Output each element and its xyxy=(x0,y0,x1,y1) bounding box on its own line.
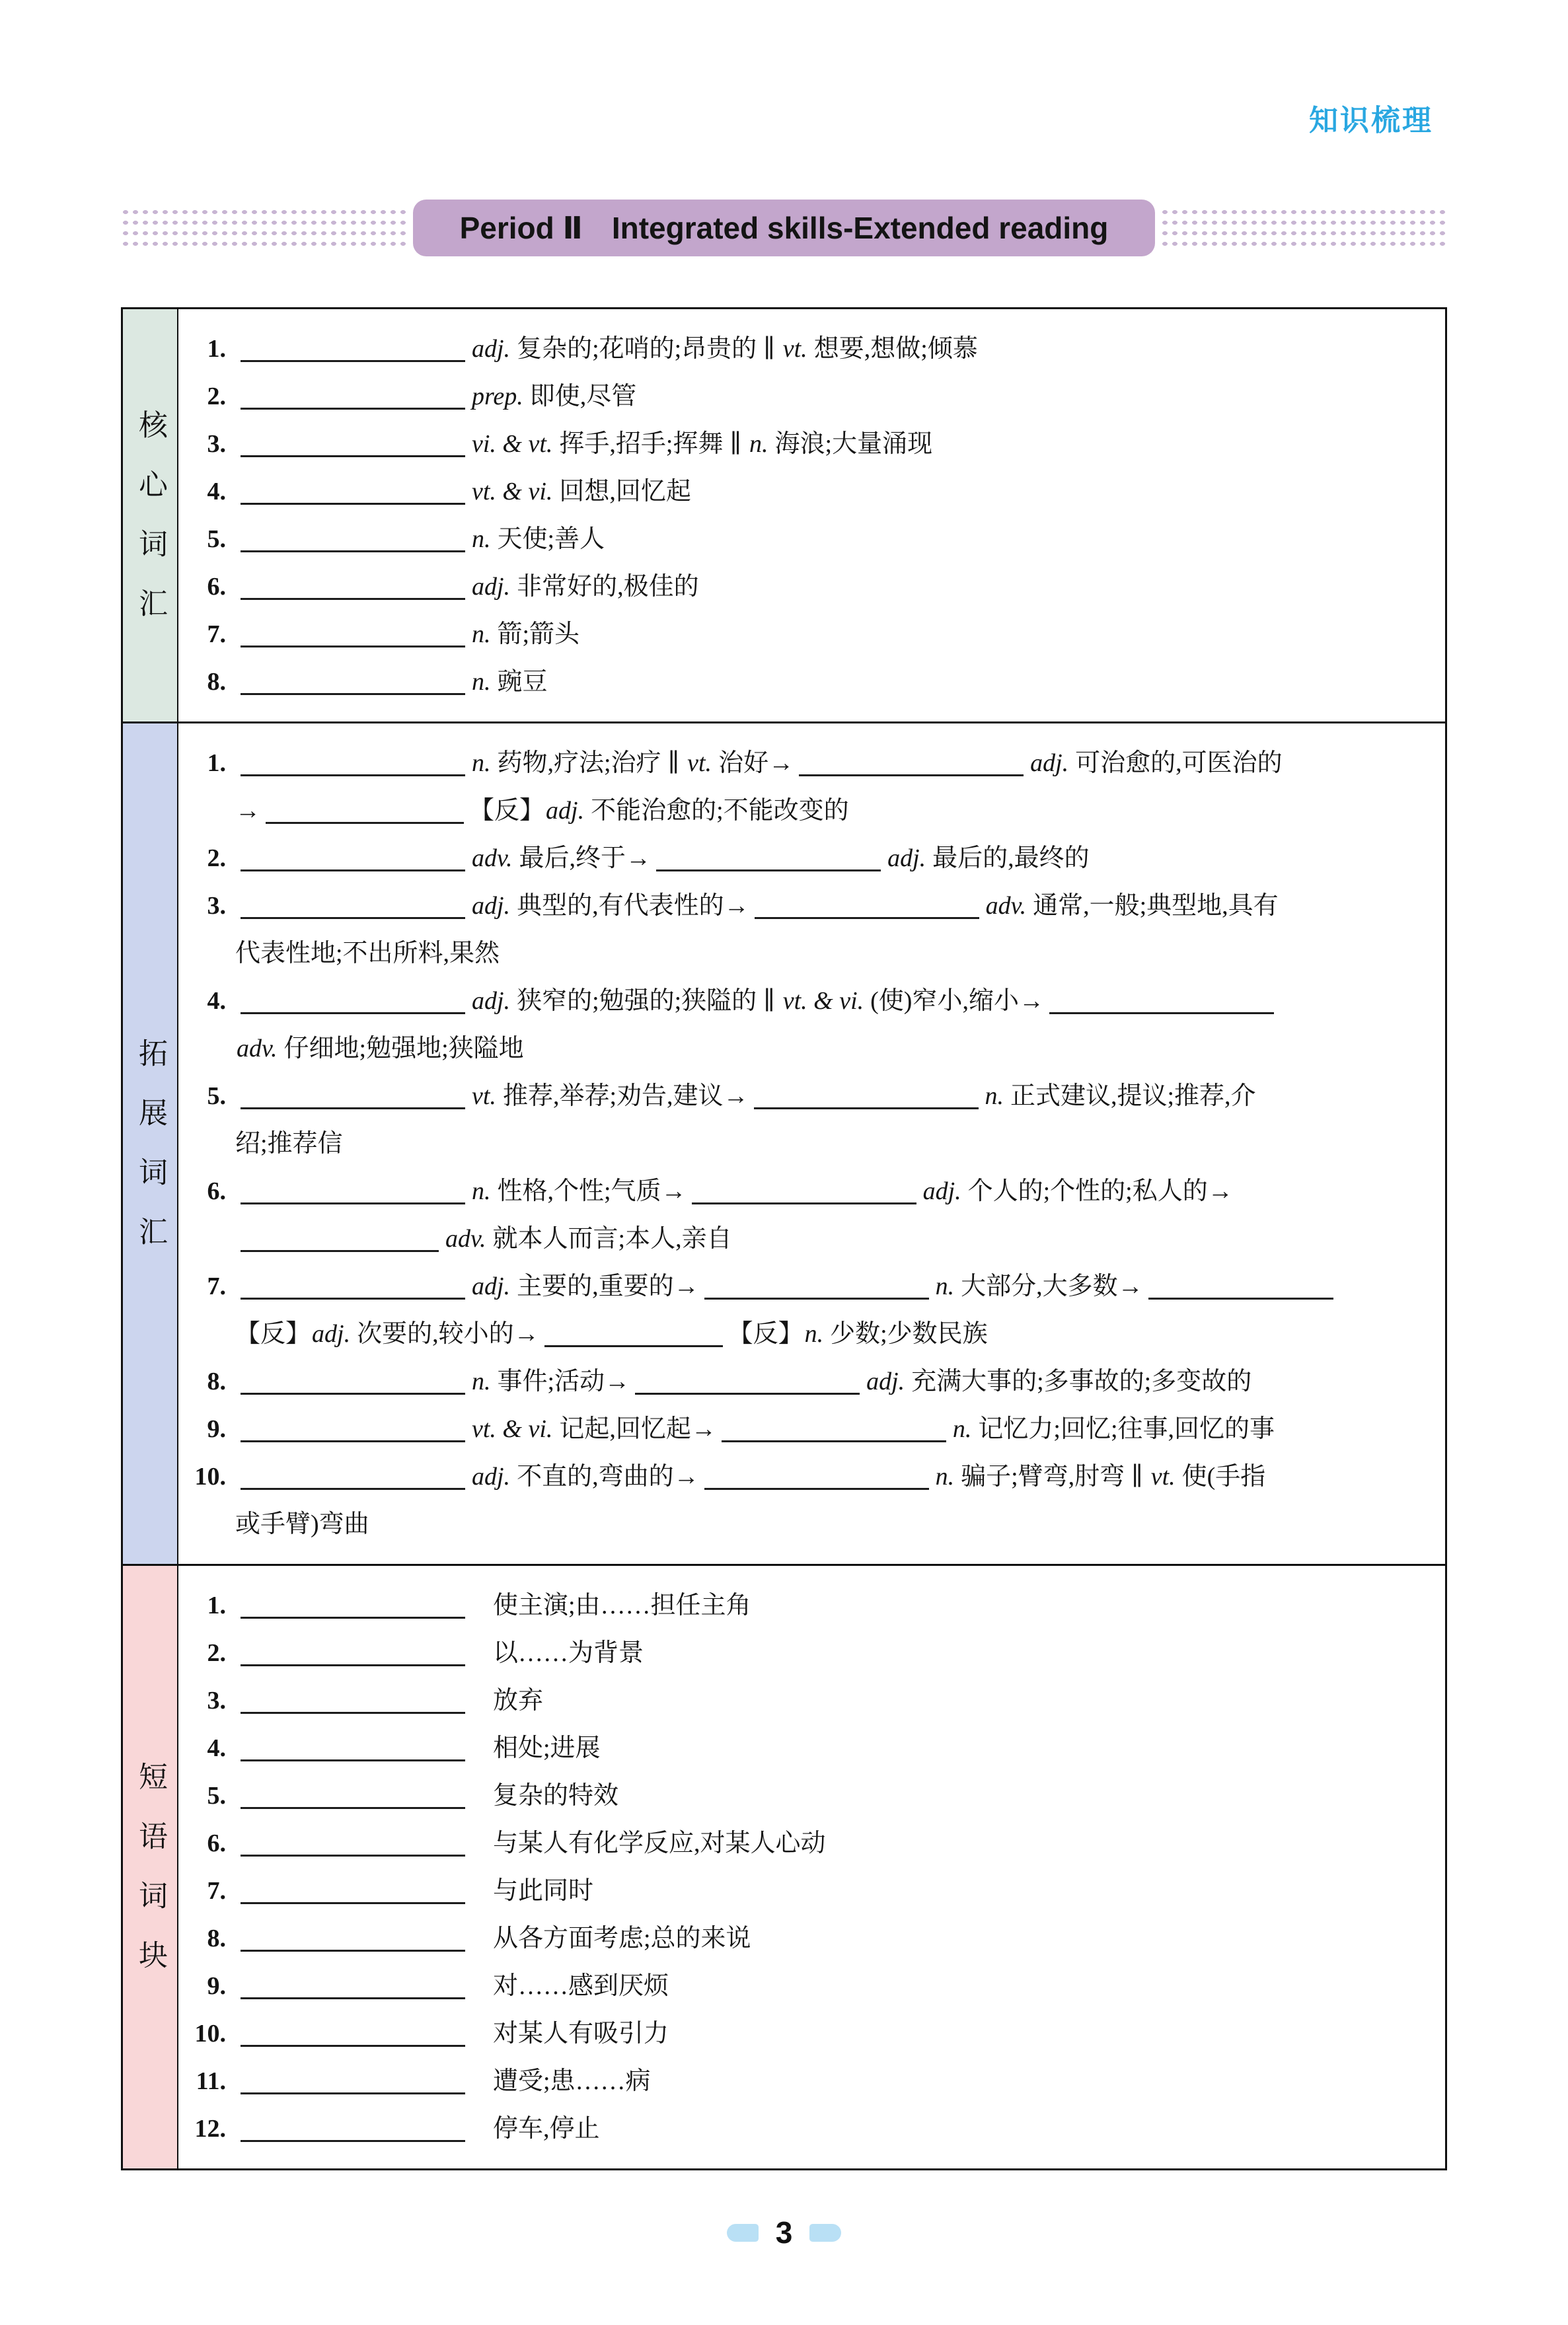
item-number: 2. xyxy=(207,1639,226,1667)
item-line xyxy=(186,1072,1441,1120)
period-badge xyxy=(413,200,1155,256)
fill-in-blank xyxy=(241,1658,465,1666)
part-of-speech: adv. xyxy=(472,844,513,872)
definition-text: 与此同时 xyxy=(493,1877,594,1905)
definition-text: 回想,回忆起 xyxy=(559,478,691,505)
part-of-speech: adj. xyxy=(887,844,926,872)
fill-in-blank xyxy=(241,1753,465,1761)
item-line xyxy=(186,420,1441,468)
part-of-speech: adj. xyxy=(472,987,511,1015)
section-row-1 xyxy=(123,309,1445,721)
definition-text: 对……感到厌烦 xyxy=(493,1972,669,2000)
item-number: 2. xyxy=(207,383,226,410)
item-line xyxy=(186,1167,1441,1215)
item-line xyxy=(186,834,1441,882)
item-line xyxy=(186,563,1441,610)
fill-in-blank xyxy=(704,1291,929,1300)
fill-in-blank xyxy=(241,1705,465,1714)
section-content xyxy=(178,723,1445,1564)
definition-text: 记起,回忆起→ xyxy=(559,1415,716,1443)
definition-text: 大部分,大多数→ xyxy=(961,1273,1143,1300)
item-number: 12. xyxy=(194,2115,226,2143)
item-number: 8. xyxy=(207,1368,226,1395)
definition-text: 推荐,举荐;劝告,建议→ xyxy=(502,1082,749,1110)
definition-text: 停车,停止 xyxy=(493,2115,600,2143)
section-sidebar-label: 拓展词汇 xyxy=(123,723,178,1564)
definition-text: 充满大事的;多事故的;多变故的 xyxy=(911,1368,1252,1395)
fill-in-blank xyxy=(241,1481,465,1490)
part-of-speech: adj. xyxy=(472,892,511,920)
section-sidebar-label: 短语词块 xyxy=(123,1566,178,2168)
item-line xyxy=(186,1820,1441,1867)
item-number: 3. xyxy=(207,430,226,458)
parallel-separator: ∥ xyxy=(667,749,680,777)
definition-text: 放弃 xyxy=(493,1687,544,1715)
definition-text: 绍;推荐信 xyxy=(235,1130,343,1158)
item-line xyxy=(186,1962,1441,2010)
part-of-speech: adj. xyxy=(546,797,585,825)
page-footer xyxy=(0,2215,1568,2250)
definition-text: 治好→ xyxy=(718,749,794,777)
definition-text: 与某人有化学反应,对某人心动 xyxy=(493,1829,826,1857)
definition-text: 【反】 xyxy=(469,797,545,825)
section-row-3 xyxy=(123,1564,1445,2168)
part-of-speech: adj. xyxy=(472,1273,511,1300)
item-line xyxy=(186,2010,1441,2057)
fill-in-blank xyxy=(241,768,465,776)
page-number: 3 xyxy=(775,2215,793,2250)
definition-text: 即使,尽管 xyxy=(529,383,637,410)
definition-text: 使(手指 xyxy=(1181,1463,1266,1491)
item-line xyxy=(186,787,1441,834)
part-of-speech: adj. xyxy=(1030,749,1069,777)
fill-in-blank xyxy=(241,1610,465,1619)
part-of-speech: n. xyxy=(804,1320,824,1348)
parallel-separator: ∥ xyxy=(1131,1463,1143,1491)
fill-in-blank xyxy=(241,1848,465,1857)
item-number: 8. xyxy=(207,668,226,696)
item-number: 3. xyxy=(207,1687,226,1715)
part-of-speech: n. xyxy=(472,620,491,648)
fill-in-blank xyxy=(241,2086,465,2094)
definition-text: 事件;活动→ xyxy=(497,1368,630,1395)
item-number: 4. xyxy=(207,478,226,505)
definition-text: 不能治愈的;不能改变的 xyxy=(591,797,849,825)
fill-in-blank xyxy=(241,1991,465,1999)
definition-text: 遭受;患……病 xyxy=(493,2067,651,2095)
definition-text: 天使;善人 xyxy=(497,525,605,553)
fill-in-blank xyxy=(754,1101,979,1109)
item-line xyxy=(186,882,1441,930)
definition-text: 性格,个性;气质→ xyxy=(497,1177,687,1205)
item-line xyxy=(186,930,1441,977)
item-number: 6. xyxy=(207,1829,226,1857)
definition-text: 通常,一般;典型地,具有 xyxy=(1033,892,1279,920)
definition-text: 最后的,最终的 xyxy=(932,844,1090,872)
definition-text: 非常好的,极佳的 xyxy=(517,573,699,601)
item-line xyxy=(186,1772,1441,1820)
item-line xyxy=(186,1453,1441,1500)
item-line xyxy=(186,1263,1441,1310)
fill-in-blank xyxy=(722,1434,946,1442)
part-of-speech: adj. xyxy=(866,1368,905,1395)
fill-in-blank xyxy=(1148,1291,1333,1300)
item-number: 7. xyxy=(207,1877,226,1905)
fill-in-blank xyxy=(544,1339,723,1347)
definition-text: 个人的;个性的;私人的→ xyxy=(967,1177,1233,1205)
period-label: Period Ⅱ xyxy=(459,211,583,245)
part-of-speech: adv. xyxy=(237,1035,278,1062)
fill-in-blank xyxy=(241,1243,439,1252)
fill-in-blank xyxy=(241,1291,465,1300)
definition-text: 骗子;臂弯,肘弯 xyxy=(961,1463,1125,1491)
definition-text: (使)窄小,缩小→ xyxy=(870,987,1044,1015)
part-of-speech: vt. xyxy=(472,1082,496,1110)
section-content xyxy=(178,309,1445,721)
fill-in-blank xyxy=(241,1896,465,1904)
part-of-speech: adj. xyxy=(312,1320,351,1348)
item-line xyxy=(186,515,1441,563)
item-line xyxy=(186,1358,1441,1405)
fill-in-blank xyxy=(241,401,465,410)
definition-text: 主要的,重要的→ xyxy=(517,1273,699,1300)
definition-text: 就本人而言;本人,亲自 xyxy=(492,1225,732,1253)
item-line xyxy=(186,1677,1441,1724)
fill-in-blank xyxy=(266,815,464,824)
item-line xyxy=(186,1724,1441,1772)
footer-pill-left xyxy=(727,2224,759,2242)
fill-in-blank xyxy=(241,863,465,871)
item-number: 4. xyxy=(207,1734,226,1762)
definition-text: 相处;进展 xyxy=(493,1734,601,1762)
item-line xyxy=(186,1310,1441,1358)
part-of-speech: vt. xyxy=(1150,1463,1176,1491)
fill-in-blank xyxy=(241,496,465,505)
definition-text: 正式建议,提议;推荐,介 xyxy=(1010,1082,1256,1110)
item-line xyxy=(186,325,1441,373)
fill-in-blank xyxy=(241,1386,465,1395)
section-sidebar-label: 核心词汇 xyxy=(123,309,178,721)
item-line xyxy=(186,1867,1441,1915)
period-header-band xyxy=(121,199,1447,257)
part-of-speech: vi. & vt. xyxy=(472,430,553,458)
part-of-speech: n. xyxy=(985,1082,1004,1110)
item-line xyxy=(186,1629,1441,1677)
parallel-separator: ∥ xyxy=(763,335,775,363)
item-line xyxy=(186,658,1441,706)
item-number: 1. xyxy=(207,335,226,363)
part-of-speech: vt. & vi. xyxy=(472,1415,553,1443)
item-line xyxy=(186,2057,1441,2105)
fill-in-blank xyxy=(241,1101,465,1109)
item-number: 10. xyxy=(194,1463,226,1491)
definition-text: 代表性地;不出所料,果然 xyxy=(235,940,500,967)
part-of-speech: adj. xyxy=(472,573,511,601)
definition-text: 最后,终于→ xyxy=(519,844,652,872)
fill-in-blank xyxy=(241,686,465,695)
part-of-speech: adv. xyxy=(985,892,1027,920)
parallel-separator: ∥ xyxy=(763,987,775,1015)
item-number: 7. xyxy=(207,620,226,648)
item-line xyxy=(186,1215,1441,1263)
part-of-speech: n. xyxy=(935,1463,955,1491)
parallel-separator: ∥ xyxy=(729,430,742,458)
part-of-speech: n. xyxy=(749,430,768,458)
part-of-speech: n. xyxy=(472,668,491,696)
part-of-speech: n. xyxy=(472,1368,491,1395)
part-of-speech: n. xyxy=(952,1415,972,1443)
item-number: 11. xyxy=(196,2067,226,2095)
part-of-speech: adj. xyxy=(472,335,511,363)
part-of-speech: vt. & vi. xyxy=(782,987,864,1015)
fill-in-blank xyxy=(241,2038,465,2047)
part-of-speech: n. xyxy=(472,1177,491,1205)
fill-in-blank xyxy=(1049,1006,1274,1014)
item-line xyxy=(186,1500,1441,1548)
item-number: 5. xyxy=(207,1782,226,1810)
definition-text: 复杂的;花哨的;昂贵的 xyxy=(517,335,757,363)
fill-in-blank xyxy=(241,1434,465,1442)
part-of-speech: adj. xyxy=(922,1177,961,1205)
part-of-speech: adv. xyxy=(445,1225,486,1253)
item-line xyxy=(186,1405,1441,1453)
item-line xyxy=(186,1120,1441,1167)
section-row-2 xyxy=(123,721,1445,1564)
definition-text: 想要,想做;倾慕 xyxy=(813,335,978,363)
definition-text: 海浪;大量涌现 xyxy=(774,430,933,458)
definition-text: 挥手,招手;挥舞 xyxy=(559,430,724,458)
definition-text: 少数;少数民族 xyxy=(830,1320,988,1348)
definition-text: 不直的,弯曲的→ xyxy=(517,1463,699,1491)
dot-pattern-left-decoration xyxy=(121,207,408,249)
fill-in-blank xyxy=(635,1386,860,1395)
item-line xyxy=(186,739,1441,787)
definition-text: 以……为背景 xyxy=(493,1639,644,1667)
item-number: 9. xyxy=(207,1415,226,1443)
definition-text: 药物,疗法;治疗 xyxy=(497,749,661,777)
fill-in-blank xyxy=(755,910,979,919)
fill-in-blank xyxy=(241,591,465,600)
definition-text: 对某人有吸引力 xyxy=(493,2020,669,2048)
part-of-speech: n. xyxy=(935,1273,955,1300)
item-number: 7. xyxy=(207,1273,226,1300)
item-line xyxy=(186,1025,1441,1072)
vocab-table xyxy=(121,307,1447,2170)
item-number: 8. xyxy=(207,1925,226,1952)
item-line xyxy=(186,2105,1441,2153)
fill-in-blank xyxy=(241,1006,465,1014)
part-of-speech: adj. xyxy=(472,1463,511,1491)
part-of-speech: vt. xyxy=(782,335,807,363)
definition-text: 典型的,有代表性的→ xyxy=(517,892,749,920)
definition-text: 或手臂)弯曲 xyxy=(235,1510,369,1538)
fill-in-blank xyxy=(241,1196,465,1204)
item-number: 1. xyxy=(207,1592,226,1619)
item-number: 6. xyxy=(207,573,226,601)
item-number: 5. xyxy=(207,525,226,553)
item-line xyxy=(186,468,1441,515)
definition-text: 使主演;由……担任主角 xyxy=(493,1592,751,1619)
definition-text: → xyxy=(235,797,260,825)
item-line xyxy=(186,610,1441,658)
definition-text: 狭窄的;勉强的;狭隘的 xyxy=(517,987,757,1015)
part-of-speech: n. xyxy=(472,525,491,553)
item-number: 3. xyxy=(207,892,226,920)
part-of-speech: prep. xyxy=(472,383,523,410)
item-line xyxy=(186,1915,1441,1962)
item-number: 5. xyxy=(207,1082,226,1110)
part-of-speech: vt. & vi. xyxy=(472,478,553,505)
part-of-speech: n. xyxy=(472,749,491,777)
fill-in-blank xyxy=(241,449,465,457)
fill-in-blank xyxy=(241,544,465,552)
fill-in-blank xyxy=(241,2133,465,2142)
corner-label: 知识梳理 xyxy=(1309,104,1433,137)
definition-text: 次要的,较小的→ xyxy=(357,1320,539,1348)
definition-text: 仔细地;勉强地;狭隘地 xyxy=(283,1035,524,1062)
definition-text: 箭;箭头 xyxy=(497,620,580,648)
section-content xyxy=(178,1566,1445,2168)
definition-text: 复杂的特效 xyxy=(493,1782,619,1810)
fill-in-blank xyxy=(656,863,881,871)
fill-in-blank xyxy=(241,910,465,919)
dot-pattern-right-decoration xyxy=(1160,207,1447,249)
definition-text: 【反】 xyxy=(728,1320,803,1348)
fill-in-blank xyxy=(241,639,465,647)
fill-in-blank xyxy=(692,1196,916,1204)
item-number: 1. xyxy=(207,749,226,777)
item-number: 6. xyxy=(207,1177,226,1205)
definition-text: 【反】 xyxy=(235,1320,311,1348)
item-number: 4. xyxy=(207,987,226,1015)
item-number: 9. xyxy=(207,1972,226,2000)
item-number: 2. xyxy=(207,844,226,872)
fill-in-blank xyxy=(241,1800,465,1809)
period-title: Integrated skills-Extended reading xyxy=(611,211,1109,245)
item-line xyxy=(186,977,1441,1025)
definition-text: 豌豆 xyxy=(497,668,548,696)
definition-text: 从各方面考虑;总的来说 xyxy=(493,1925,751,1952)
fill-in-blank xyxy=(241,1943,465,1952)
fill-in-blank xyxy=(241,353,465,362)
part-of-speech: vt. xyxy=(687,749,712,777)
item-number: 10. xyxy=(194,2020,226,2048)
footer-pill-right xyxy=(809,2224,841,2242)
fill-in-blank xyxy=(704,1481,929,1490)
item-line xyxy=(186,1582,1441,1629)
definition-text: 可治愈的,可医治的 xyxy=(1075,749,1283,777)
fill-in-blank xyxy=(799,768,1024,776)
definition-text: 记忆力;回忆;往事,回忆的事 xyxy=(978,1415,1275,1443)
item-line xyxy=(186,373,1441,420)
